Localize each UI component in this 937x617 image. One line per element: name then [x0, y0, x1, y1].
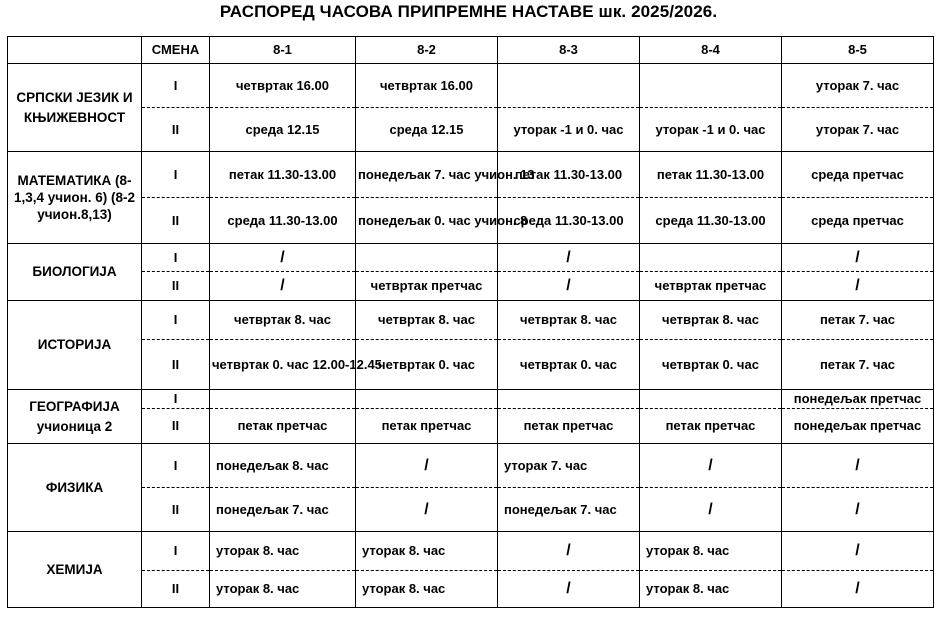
- schedule-cell: четвртак 16.00: [356, 64, 498, 108]
- schedule-cell: уторак 7. час: [782, 108, 934, 152]
- shift-label: II: [142, 340, 210, 390]
- schedule-cell: [210, 390, 356, 409]
- header-class-8-4: 8-4: [640, 37, 782, 64]
- schedule-row: [8, 571, 934, 608]
- schedule-cell: петак претчас: [210, 409, 356, 444]
- schedule-cell: четвртак 16.00: [210, 64, 356, 108]
- schedule-cell: /: [498, 244, 640, 272]
- schedule-row: [8, 390, 934, 409]
- shift-label: I: [142, 152, 210, 198]
- schedule-cell: петак претчас: [640, 409, 782, 444]
- schedule-cell: уторак 7. час: [782, 64, 934, 108]
- schedule-cell: уторак -1 и 0. час: [640, 108, 782, 152]
- schedule-cell: четвртак 0. час: [498, 340, 640, 390]
- schedule-cell: петак 11.30-13.00: [498, 152, 640, 198]
- schedule-cell: /: [640, 444, 782, 488]
- schedule-cell: /: [782, 272, 934, 301]
- schedule-cell: /: [640, 488, 782, 532]
- schedule-cell: /: [356, 488, 498, 532]
- schedule-cell: среда 11.30-13.00: [210, 198, 356, 244]
- shift-label: II: [142, 571, 210, 608]
- schedule-cell: петак 11.30-13.00: [210, 152, 356, 198]
- schedule-cell: понедељак 7. час: [210, 488, 356, 532]
- schedule-cell: /: [782, 571, 934, 608]
- schedule-cell: понедељак претчас: [782, 390, 934, 409]
- schedule-cell: /: [782, 532, 934, 571]
- schedule-cell: уторак 8. час: [640, 532, 782, 571]
- header-class-8-3: 8-3: [498, 37, 640, 64]
- schedule-cell: [498, 390, 640, 409]
- schedule-cell: понедељак претчас: [782, 409, 934, 444]
- schedule-cell: четвртак 0. час: [356, 340, 498, 390]
- schedule-row: [8, 444, 934, 488]
- schedule-row: [8, 301, 934, 340]
- schedule-row: [8, 488, 934, 532]
- schedule-cell: [640, 64, 782, 108]
- schedule-row: [8, 532, 934, 571]
- schedule-cell: уторак -1 и 0. час: [498, 108, 640, 152]
- subject-name: ХЕМИЈА: [8, 532, 142, 608]
- shift-label: I: [142, 444, 210, 488]
- schedule-row: [8, 272, 934, 301]
- schedule-cell: /: [210, 272, 356, 301]
- subject-name: ГЕОГРАФИЈА учионица 2: [8, 390, 142, 444]
- schedule-cell: /: [782, 444, 934, 488]
- schedule-cell: [498, 64, 640, 108]
- schedule-cell: среда 12.15: [210, 108, 356, 152]
- shift-label: II: [142, 108, 210, 152]
- shift-label: I: [142, 244, 210, 272]
- schedule-cell: петак претчас: [498, 409, 640, 444]
- shift-label: II: [142, 409, 210, 444]
- shift-label: II: [142, 198, 210, 244]
- schedule-cell: [356, 390, 498, 409]
- schedule-row: [8, 244, 934, 272]
- schedule-cell: петак 7. час: [782, 301, 934, 340]
- schedule-cell: среда претчас: [782, 198, 934, 244]
- schedule-cell: уторак 8. час: [356, 571, 498, 608]
- schedule-cell: петак 7. час: [782, 340, 934, 390]
- shift-label: II: [142, 488, 210, 532]
- header-class-8-5: 8-5: [782, 37, 934, 64]
- header-class-8-2: 8-2: [356, 37, 498, 64]
- subject-name: ФИЗИКА: [8, 444, 142, 532]
- schedule-cell: среда претчас: [782, 152, 934, 198]
- subject-name: СРПСКИ ЈЕЗИК И КЊИЖЕВНОСТ: [8, 64, 142, 152]
- schedule-cell: четвртак 8. час: [498, 301, 640, 340]
- schedule-cell: понедељак 8. час: [210, 444, 356, 488]
- schedule-cell: /: [498, 272, 640, 301]
- schedule-cell: уторак 8. час: [356, 532, 498, 571]
- schedule-cell: /: [782, 244, 934, 272]
- schedule-row: [8, 64, 934, 108]
- schedule-cell: среда 11.30-13.00: [640, 198, 782, 244]
- schedule-cell: [640, 244, 782, 272]
- subject-name: БИОЛОГИЈА: [8, 244, 142, 301]
- schedule-row: [8, 409, 934, 444]
- schedule-cell: /: [498, 532, 640, 571]
- shift-label: I: [142, 532, 210, 571]
- schedule-table: [7, 36, 934, 608]
- schedule-cell: четвртак 8. час: [640, 301, 782, 340]
- schedule-cell: понедељак 7. час: [498, 488, 640, 532]
- schedule-cell: понедељак 0. час учион. 8: [356, 198, 498, 244]
- schedule-cell: /: [210, 244, 356, 272]
- schedule-cell: уторак 8. час: [210, 532, 356, 571]
- shift-label: I: [142, 390, 210, 409]
- subject-name: ИСТОРИЈА: [8, 301, 142, 390]
- schedule-cell: петак претчас: [356, 409, 498, 444]
- schedule-cell: петак 11.30-13.00: [640, 152, 782, 198]
- header-row: [8, 37, 934, 64]
- header-blank: [8, 37, 142, 64]
- schedule-cell: четвртак 8. час: [356, 301, 498, 340]
- shift-label: II: [142, 272, 210, 301]
- schedule-cell: четвртак 0. час 12.00-12.45: [210, 340, 356, 390]
- schedule-cell: /: [498, 571, 640, 608]
- schedule-cell: [356, 244, 498, 272]
- schedule-cell: /: [782, 488, 934, 532]
- schedule-cell: четвртак претчас: [640, 272, 782, 301]
- schedule-cell: понедељак 7. час учион. 13: [356, 152, 498, 198]
- schedule-row: [8, 108, 934, 152]
- schedule-cell: четвртак претчас: [356, 272, 498, 301]
- schedule-cell: четвртак 0. час: [640, 340, 782, 390]
- header-class-8-1: 8-1: [210, 37, 356, 64]
- schedule-cell: уторак 8. час: [640, 571, 782, 608]
- header-shift: СМЕНА: [142, 37, 210, 64]
- subject-name: МАТЕМАТИКА (8-1,3,4 учион. 6) (8-2 учион.8,13): [8, 152, 142, 244]
- schedule-cell: среда 11.30-13.00: [498, 198, 640, 244]
- schedule-row: [8, 340, 934, 390]
- schedule-row: [8, 198, 934, 244]
- schedule-row: [8, 152, 934, 198]
- shift-label: I: [142, 64, 210, 108]
- schedule-cell: [640, 390, 782, 409]
- shift-label: I: [142, 301, 210, 340]
- page-title: РАСПОРЕД ЧАСОВА ПРИПРЕМНЕ НАСТАВЕ шк. 2025/2026.: [219, 2, 718, 21]
- schedule-cell: среда 12.15: [356, 108, 498, 152]
- schedule-cell: уторак 7. час: [498, 444, 640, 488]
- schedule-cell: уторак 8. час: [210, 571, 356, 608]
- schedule-cell: /: [356, 444, 498, 488]
- schedule-cell: четвртак 8. час: [210, 301, 356, 340]
